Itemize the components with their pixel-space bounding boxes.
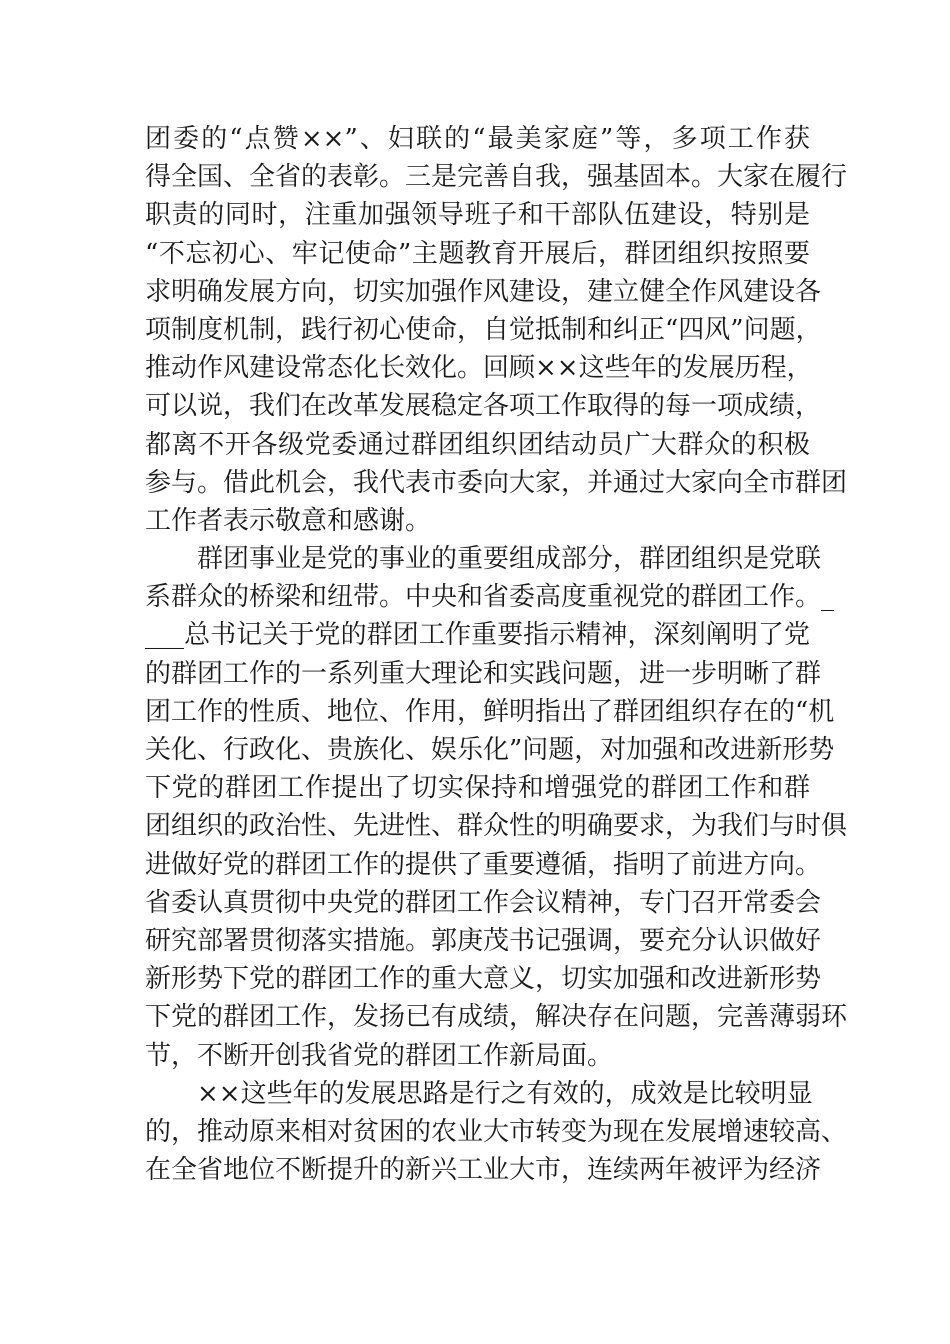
text-line: 团组织的政治性、先进性、群众性的明确要求，为我们与时俱	[145, 811, 848, 842]
text-line: 研究部署贯彻落实措施。郭庚茂书记强调，要充分认识做好	[145, 925, 822, 956]
text-line: 的群团工作的一系列重大理论和实践问题，进一步明晰了群	[145, 658, 822, 689]
text-line: 群团事业是党的事业的重要组成部分，群团组织是党联	[197, 544, 822, 575]
text-line: 工作者表示敬意和感谢。	[145, 505, 432, 536]
text-line: 项制度机制，践行初心使命，自觉抵制和纠正“四风”问题，	[145, 314, 822, 345]
text-line: “不忘初心、牢记使命”主题教育开展后，群团组织按照要	[145, 238, 810, 269]
text-line: 在全省地位不断提升的新兴工业大市，连续两年被评为经济	[145, 1155, 822, 1186]
text-line: 进做好党的群团工作的提供了重要遵循，指明了前进方向。	[145, 849, 822, 880]
text-line: 求明确发展方向，切实加强作风建设，建立健全作风建设各	[145, 276, 822, 307]
text-line: 关化、行政化、贵族化、娱乐化”问题，对加强和改进新形势	[145, 735, 835, 765]
text-line: 都离不开各级党委通过群团组织团结动员广大群众的积极	[145, 429, 810, 460]
text-line: 可以说，我们在改革发展稳定各项工作取得的每一项成绩，	[145, 391, 822, 422]
document-body-text	[145, 120, 848, 1189]
text-line: 团委的“点赞××”、妇联的“最美家庭”等，多项工作获	[145, 124, 810, 154]
text-line: ___总书记关于党的群团工作重要指示精神，深刻阐明了党	[145, 620, 810, 651]
text-line: 省委认真贯彻中央党的群团工作会议精神，专门召开常委会	[145, 887, 822, 918]
text-line: 下党的群团工作提出了切实保持和增强党的群团工作和群	[145, 773, 810, 804]
text-line: 的，推动原来相对贫困的农业大市转变为现在发展增速较高、	[145, 1116, 848, 1147]
text-line: 系群众的桥梁和纽带。中央和省委高度重视党的群团工作。_	[145, 582, 835, 613]
text-line: 职责的同时，注重加强领导班子和干部队伍建设，特别是	[145, 200, 810, 231]
text-line: 新形势下党的群团工作的重大意义，切实加强和改进新形势	[145, 964, 822, 995]
text-line: 参与。借此机会，我代表市委向大家，并通过大家向全市群团	[145, 467, 848, 498]
text-line: 下党的群团工作，发扬已有成绩，解决存在问题，完善薄弱环	[145, 1002, 848, 1033]
text-line: 团工作的性质、地位、作用，鲜明指出了群团组织存在的“机	[145, 696, 835, 727]
text-line: 推动作风建设常态化长效化。回顾××这些年的发展历程，	[145, 353, 813, 384]
text-line: 得全国、全省的表彰。三是完善自我，强基固本。大家在履行	[145, 162, 848, 193]
text-line: 节，不断开创我省党的群团工作新局面。	[145, 1040, 614, 1071]
text-line: ××这些年的发展思路是行之有效的，成效是比较明显	[197, 1078, 813, 1109]
